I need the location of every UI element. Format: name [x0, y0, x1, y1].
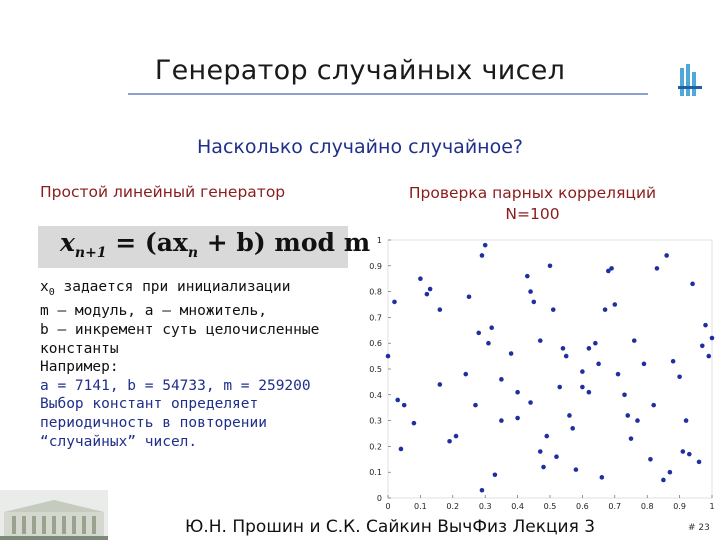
scatter-point	[489, 325, 494, 330]
scatter-point	[473, 403, 478, 408]
scatter-point	[600, 475, 605, 480]
scatter-point	[467, 294, 472, 299]
y-tick-label: 0.5	[369, 365, 382, 374]
x-tick-label: 0.7	[608, 502, 622, 511]
scatter-point	[499, 418, 504, 423]
scatter-point	[551, 307, 556, 312]
scatter-point	[632, 338, 637, 343]
desc-x-sub: 0	[48, 286, 55, 298]
scatter-point	[635, 418, 640, 423]
right-heading-line2: N=100	[505, 205, 560, 223]
formula-eq: = (ax	[106, 228, 188, 257]
lcg-formula	[60, 228, 370, 261]
scatter-point	[706, 354, 711, 359]
y-tick-label: 0.1	[369, 468, 382, 478]
scatter-point	[687, 452, 692, 457]
scatter-point	[703, 323, 708, 328]
scatter-point	[684, 418, 689, 423]
scatter-point	[557, 385, 562, 390]
desc-line5: Например:	[40, 359, 119, 376]
x-tick-label: 0.1	[414, 502, 427, 511]
scatter-point	[392, 300, 397, 305]
page-number: # 23	[688, 523, 710, 533]
scatter-point	[690, 282, 695, 287]
y-tick-label: 0	[376, 494, 382, 503]
scatter-point	[625, 413, 630, 418]
scatter-point	[438, 382, 443, 387]
scatter-point	[418, 276, 423, 281]
scatter-point	[541, 465, 546, 470]
scatter-point	[476, 331, 481, 336]
y-tick-label: 0.8	[369, 287, 382, 297]
scatter-point	[538, 338, 543, 343]
scatter-point	[386, 354, 391, 359]
scatter-point	[567, 413, 572, 418]
y-tick-label: 0.6	[369, 339, 382, 349]
scatter-point	[574, 467, 579, 472]
scatter-point	[509, 351, 514, 356]
scatter-point	[412, 421, 417, 426]
scatter-point	[616, 372, 621, 377]
x-tick-label: 0	[385, 502, 391, 511]
scatter-point	[561, 346, 566, 351]
desc-x: x	[40, 279, 49, 295]
scatter-point	[395, 398, 400, 403]
formula-rest: + b) mod m	[198, 228, 371, 257]
x-tick-label: 0.3	[478, 502, 492, 511]
scatter-point	[515, 416, 520, 421]
scatter-chart	[358, 232, 720, 516]
scatter-point	[700, 343, 705, 348]
x-tick-label: 0.9	[673, 502, 686, 511]
scatter-point	[564, 354, 569, 359]
scatter-point	[515, 390, 520, 395]
scatter-point	[493, 472, 498, 477]
desc-line3: b – инкремент суть целочисленные	[40, 322, 320, 339]
scatter-point	[587, 390, 592, 395]
desc-line8: периодичность в повторении	[40, 415, 267, 432]
scatter-point	[648, 457, 653, 462]
scatter-point	[642, 362, 647, 367]
desc-line1: задается при инициализации	[54, 279, 291, 295]
scatter-point	[593, 341, 598, 346]
desc-line4: константы	[40, 340, 119, 357]
left-heading: Простой линейный генератор	[40, 183, 286, 201]
scatter-point	[402, 403, 407, 408]
scatter-point	[463, 372, 468, 377]
scatter-point	[438, 307, 443, 312]
formula-x: x	[60, 228, 75, 257]
scatter-point	[651, 403, 656, 408]
scatter-point	[668, 470, 673, 475]
scatter-point	[622, 393, 627, 398]
scatter-point	[447, 439, 452, 444]
slide-subtitle: Насколько случайно случайное?	[197, 136, 523, 158]
formula-sub-n: n	[187, 245, 199, 261]
description-text	[40, 278, 380, 451]
scatter-point	[661, 478, 666, 483]
title-underline	[128, 93, 648, 95]
desc-line6: a = 7141, b = 54733, m = 259200	[40, 377, 311, 394]
x-tick-label: 0.4	[511, 502, 524, 511]
slide-title: Генератор случайных чисел	[154, 55, 566, 86]
y-tick-label: 0.7	[369, 313, 382, 323]
scatter-point	[480, 488, 485, 493]
scatter-point	[532, 300, 537, 305]
scatter-point	[480, 253, 485, 258]
scatter-point	[528, 400, 533, 405]
scatter-point	[486, 341, 491, 346]
scatter-point	[629, 436, 634, 441]
scatter-point	[548, 264, 553, 269]
x-tick-label: 0.5	[543, 502, 557, 511]
scatter-point	[580, 385, 585, 390]
scatter-point	[664, 253, 669, 258]
scatter-point	[655, 266, 660, 271]
x-tick-label: 0.2	[446, 502, 460, 511]
scatter-point	[499, 377, 504, 382]
formula-sub-n1: n+1	[74, 245, 107, 261]
scatter-point	[525, 274, 530, 279]
right-heading	[390, 183, 675, 225]
y-tick-label: 0.3	[369, 416, 382, 426]
scatter-point	[425, 292, 430, 297]
corner-decoration-icon	[678, 62, 702, 100]
x-tick-label: 0.8	[640, 502, 654, 511]
x-tick-label: 1	[709, 502, 715, 511]
scatter-point	[538, 449, 543, 454]
building-logo-icon	[0, 490, 108, 540]
scatter-point	[710, 336, 715, 341]
desc-line2: m – модуль, a – множитель,	[40, 303, 267, 320]
scatter-point	[677, 374, 682, 379]
y-tick-label: 0.2	[369, 442, 382, 452]
scatter-point	[681, 449, 686, 454]
scatter-point	[697, 460, 702, 465]
scatter-point	[603, 307, 608, 312]
y-tick-label: 0.4	[369, 390, 382, 400]
plot-area	[388, 240, 712, 498]
scatter-point	[428, 287, 433, 292]
scatter-point	[544, 434, 549, 439]
x-tick-label: 0.6	[576, 502, 589, 511]
scatter-point	[399, 447, 404, 452]
desc-line7: Выбор констант определяет	[40, 396, 259, 413]
footer-text: Ю.Н. Прошин и С.К. Сайкин ВычФиз Лекция 3	[185, 517, 596, 537]
scatter-point	[454, 434, 459, 439]
scatter-point	[613, 302, 618, 307]
scatter-point	[483, 243, 488, 248]
scatter-point	[570, 426, 575, 431]
scatter-point	[580, 369, 585, 374]
scatter-point	[596, 362, 601, 367]
right-heading-line1: Проверка парных корреляций	[408, 184, 657, 202]
scatter-point	[671, 359, 676, 364]
y-tick-label: 0.9	[369, 261, 382, 271]
y-tick-label: 1	[376, 236, 382, 245]
scatter-point	[554, 454, 559, 459]
desc-line9: “случайных” чисел.	[40, 433, 198, 450]
scatter-point	[528, 289, 533, 294]
scatter-point	[587, 346, 592, 351]
scatter-point	[609, 266, 614, 271]
